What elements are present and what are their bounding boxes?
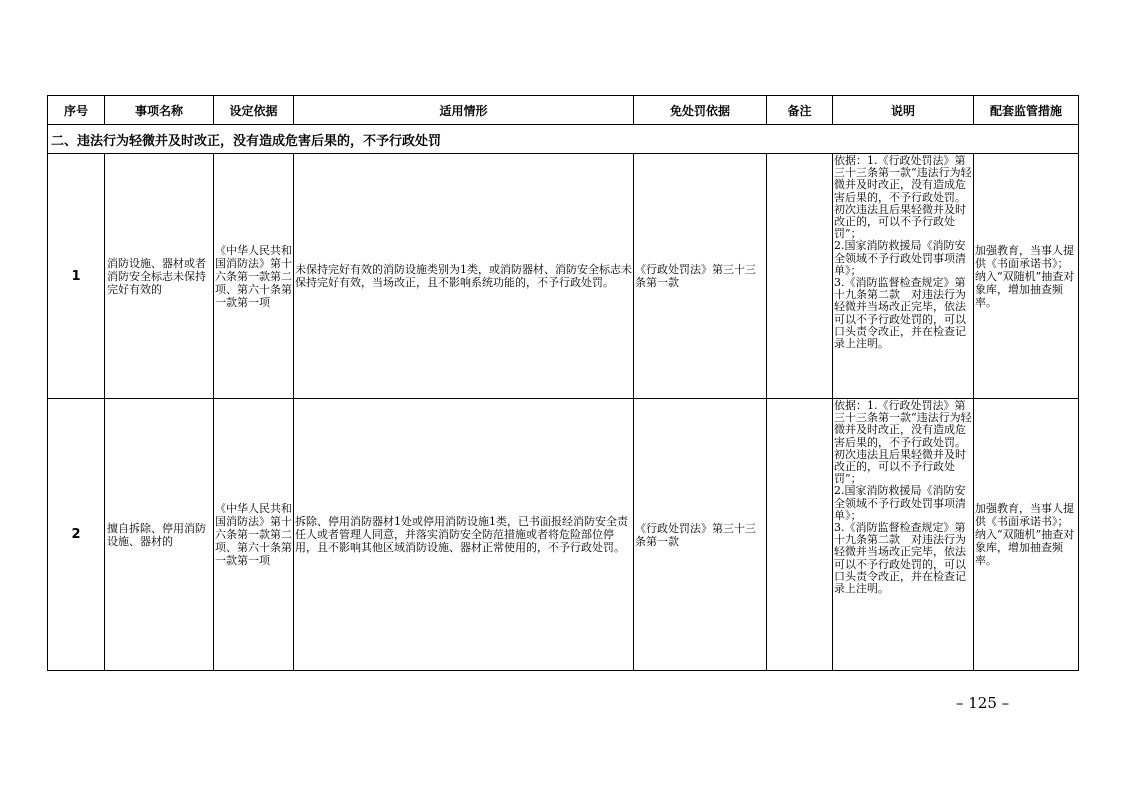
page-number: – 125 – — [956, 694, 1010, 712]
header-explanation: 说明 — [833, 96, 974, 125]
row-supervision-measures: 加强教育，当事人提供《书面承诺书》；纳入“双随机”抽查对象库，增加抽查频率。 — [974, 154, 1079, 399]
row-legal-basis: 《中华人民共和国消防法》第十六条第一款第二项、第六十条第一款第一项 — [214, 154, 294, 399]
header-seq: 序号 — [48, 96, 105, 125]
row-applicable-situation: 未保持完好有效的消防设施类别为1类，或消防器材、消防安全标志未保持完好有效，当场改正，且不影响系统功能的，不予行政处罚。 — [294, 154, 634, 399]
row-explanation: 依据：1.《行政处罚法》第三十三条第一款“违法行为轻微并及时改正，没有造成危害后果的，不予行政处罚。初次违法且后果轻微并及时改正的，可以不予行政处罚”； 2.国家消防救援局《消防安全领域不予行政处罚事项清单》； 3.《消防监督检查规定》第十九条第二款 对违法行为轻微并当场改正完毕，依法可以不予行政处罚的，可以口头责令改正，并在检查记录上注明。 — [833, 399, 974, 671]
row-remark — [767, 399, 833, 671]
table-row — [48, 399, 1079, 671]
row-exemption-basis: 《行政处罚法》第三十三条第一款 — [634, 154, 767, 399]
header-supervision-measures: 配套监管措施 — [974, 96, 1079, 125]
header-applicable-situation: 适用情形 — [294, 96, 634, 125]
row-applicable-situation: 拆除、停用消防器材1处或停用消防设施1类，已书面报经消防安全责任人或者管理人同意，并落实消防安全防范措施或者将危险部位停用，且不影响其他区域消防设施、器材正常使用的，不予行政处罚。 — [294, 399, 634, 671]
header-exemption-basis: 免处罚依据 — [634, 96, 767, 125]
row-seq: 1 — [48, 154, 105, 399]
row-seq: 2 — [48, 399, 105, 671]
row-explanation: 依据：1.《行政处罚法》第三十三条第一款“违法行为轻微并及时改正，没有造成危害后果的，不予行政处罚。初次违法且后果轻微并及时改正的，可以不予行政处罚”； 2.国家消防救援局《消防安全领域不予行政处罚事项清单》； 3.《消防监督检查规定》第十九条第二款 对违法行为轻微并当场改正完毕，依法可以不予行政处罚的，可以口头责令改正，并在检查记录上注明。 — [833, 154, 974, 399]
table-header — [48, 96, 1079, 125]
header-remark: 备注 — [767, 96, 833, 125]
penalty-exemption-table — [47, 95, 1079, 671]
header-legal-basis: 设定依据 — [214, 96, 294, 125]
row-supervision-measures: 加强教育，当事人提供《书面承诺书》；纳入“双随机”抽查对象库，增加抽查频率。 — [974, 399, 1079, 671]
row-item-name: 擅自拆除、停用消防设施、器材的 — [105, 399, 214, 671]
row-legal-basis: 《中华人民共和国消防法》第十六条第一款第二项、第六十条第一款第一项 — [214, 399, 294, 671]
header-item-name: 事项名称 — [105, 96, 214, 125]
row-remark — [767, 154, 833, 399]
row-exemption-basis: 《行政处罚法》第三十三条第一款 — [634, 399, 767, 671]
row-item-name: 消防设施、器材或者消防安全标志未保持完好有效的 — [105, 154, 214, 399]
table-row — [48, 154, 1079, 399]
section-title: 二、违法行为轻微并及时改正，没有造成危害后果的，不予行政处罚 — [48, 125, 1079, 154]
